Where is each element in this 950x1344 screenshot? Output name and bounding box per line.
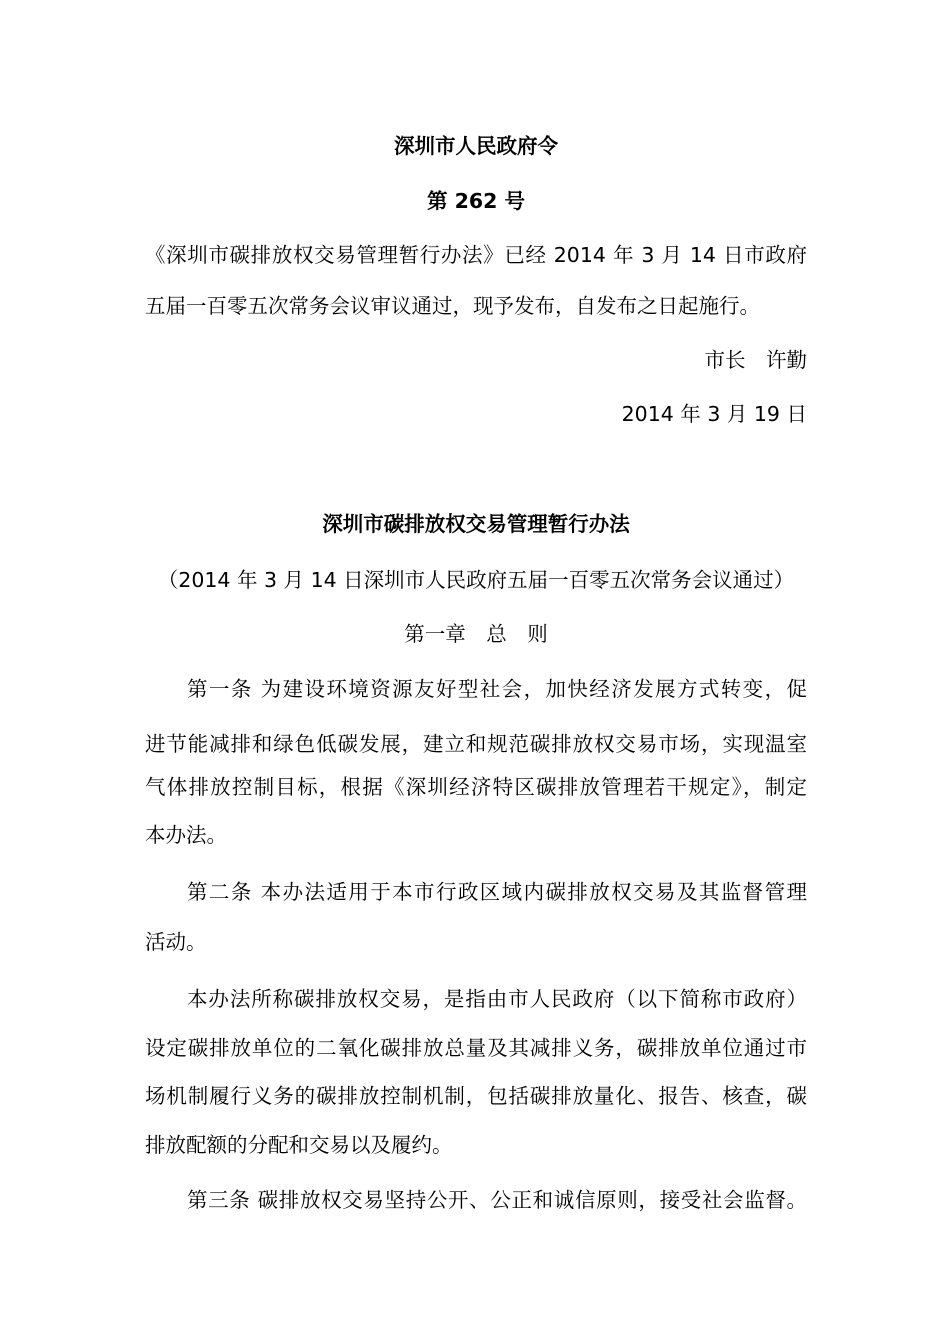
article-2-para-2-line: 设定碳排放单位的二氧化碳排放总量及其减排义务，碳排放单位通过市 (145, 1036, 807, 1060)
article-1-line: 气体排放控制目标，根据《深圳经济特区碳排放管理若干规定》，制定 (145, 775, 807, 799)
order-date: 2014 年 3 月 19 日 (621, 402, 807, 426)
article-2-line: 活动。 (145, 930, 207, 954)
chapter-heading: 第一章 总 则 (404, 622, 548, 646)
article-2-line: 第二条 本办法适用于本市行政区域内碳排放权交易及其监督管理 (187, 880, 807, 904)
article-2-para-2-line: 本办法所称碳排放权交易，是指由市人民政府（以下简称市政府） (187, 987, 807, 1011)
order-title: 深圳市人民政府令 (394, 134, 558, 158)
article-2-para-2-line: 排放配额的分配和交易以及履约。 (145, 1133, 453, 1157)
measures-subtitle: （2014 年 3 月 14 日深圳市人民政府五届一百零五次常务会议通过） (157, 568, 795, 592)
article-3-line: 第三条 碳排放权交易坚持公开、公正和诚信原则，接受社会监督。 (187, 1188, 807, 1212)
order-signature: 市长 许勤 (704, 348, 807, 372)
measures-title: 深圳市碳排放权交易管理暂行办法 (322, 512, 630, 536)
article-1-line: 进节能减排和绿色低碳发展，建立和规范碳排放权交易市场，实现温室 (145, 732, 807, 756)
article-1-line: 第一条 为建设环境资源友好型社会，加快经济发展方式转变，促 (187, 677, 807, 701)
article-2-para-2-line: 场机制履行义务的碳排放控制机制，包括碳排放量化、报告、核查，碳 (145, 1084, 807, 1108)
order-number: 第 262 号 (426, 189, 526, 213)
article-1-line: 本办法。 (145, 823, 227, 847)
order-body-line-2: 五届一百零五次常务会议审议通过，现予发布，自发布之日起施行。 (145, 294, 760, 318)
order-body-line-1: 《深圳市碳排放权交易管理暂行办法》已经 2014 年 3 月 14 日市政府 (145, 243, 807, 267)
